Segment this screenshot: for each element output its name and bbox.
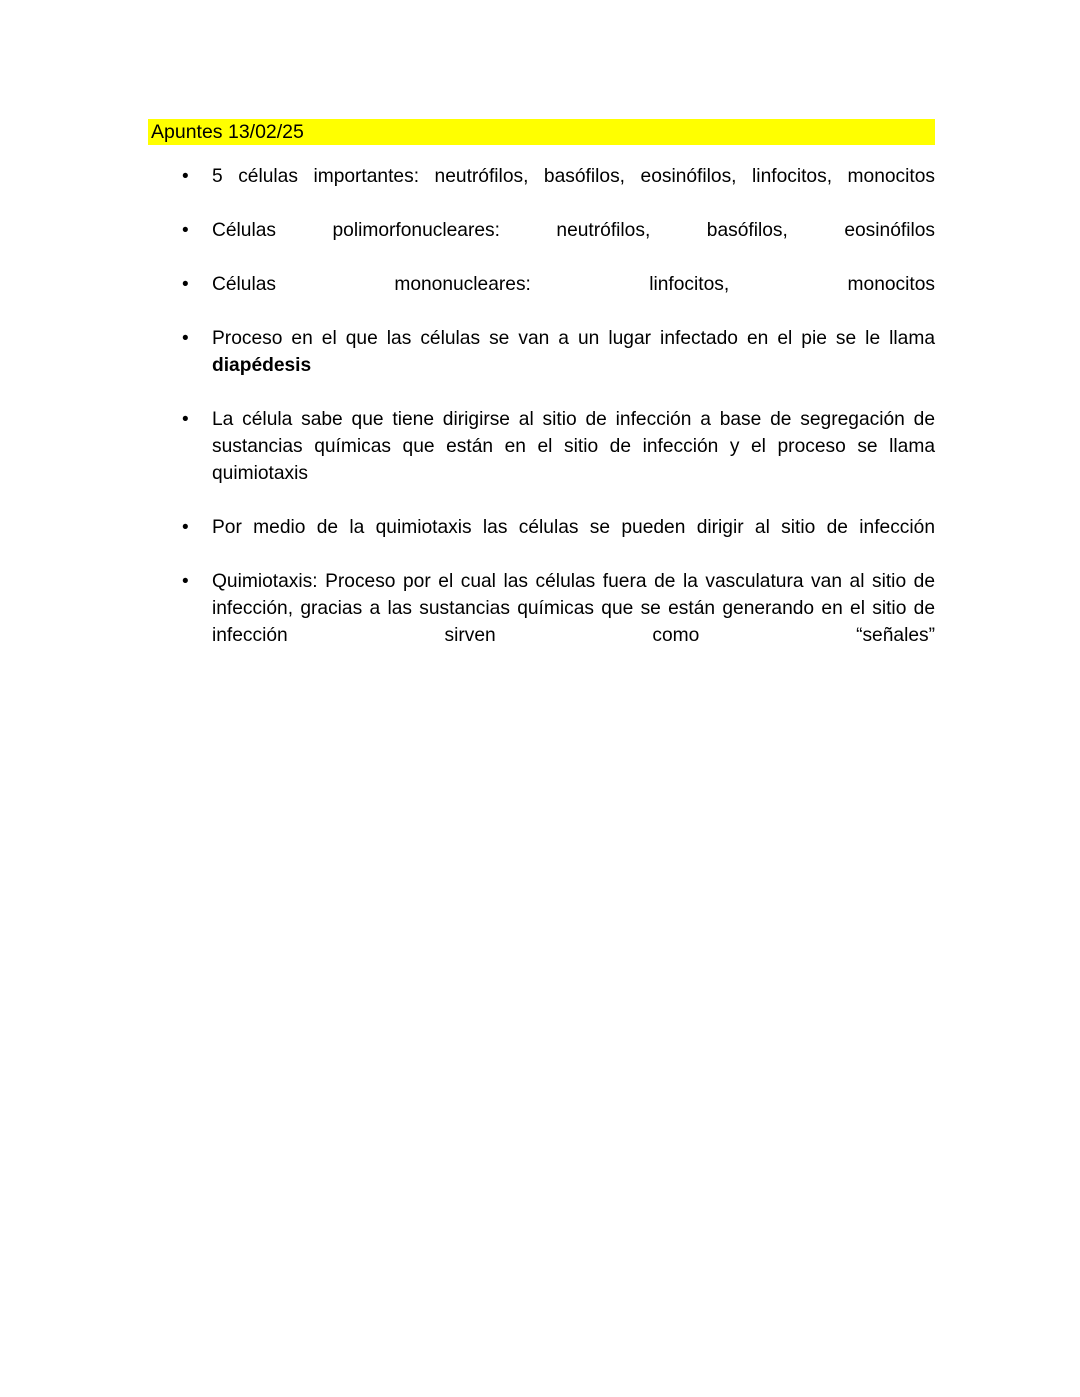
- heading-highlight-bar: [148, 119, 935, 145]
- bullet-icon: •: [182, 328, 189, 349]
- bullet-icon: •: [182, 571, 189, 592]
- list-item-text: Células polimorfonucleares: neutrófilos, basófilos, eosinófilos: [212, 220, 935, 241]
- list-item-text: La célula sabe que tiene dirigirse al sitio de infección a base de segregación de sustancias químicas que están en el sitio de infección y el proceso se llama quimiotaxis: [212, 409, 935, 484]
- list-item-text-plain: Proceso en el que las células se van a un lugar infectado en el pie se le llama: [212, 328, 935, 349]
- list-item-text: Quimiotaxis: Proceso por el cual las células fuera de la vasculatura van al sitio de infección, gracias a las sustancias químicas que se están generando en el sitio de infección sirven como “señales”: [212, 571, 935, 646]
- list-item-text-emphasis: diapédesis: [212, 355, 312, 376]
- bullet-icon: •: [182, 274, 189, 295]
- bullet-icon: •: [182, 517, 189, 538]
- list-item-text: Células mononucleares: linfocitos, monocitos: [212, 274, 935, 295]
- list-item-text: [212, 325, 935, 406]
- list-item: [148, 163, 935, 217]
- list-item: [148, 568, 935, 676]
- list-item: [148, 514, 935, 568]
- list-item-text: 5 células importantes: neutrófilos, basófilos, eosinófilos, linfocitos, monocitos: [212, 166, 935, 187]
- list-item: [148, 271, 935, 325]
- list-item-text: Por medio de la quimiotaxis las células se pueden dirigir al sitio de infección: [212, 517, 935, 538]
- bullet-icon: •: [182, 166, 189, 187]
- bullet-icon: •: [182, 220, 189, 241]
- page-title: Apuntes 13/02/25: [151, 121, 304, 143]
- list-item: [148, 217, 935, 271]
- bullet-icon: •: [182, 409, 189, 430]
- list-item: [148, 406, 935, 514]
- notes-bullet-list: [148, 163, 935, 676]
- list-item: [148, 325, 935, 406]
